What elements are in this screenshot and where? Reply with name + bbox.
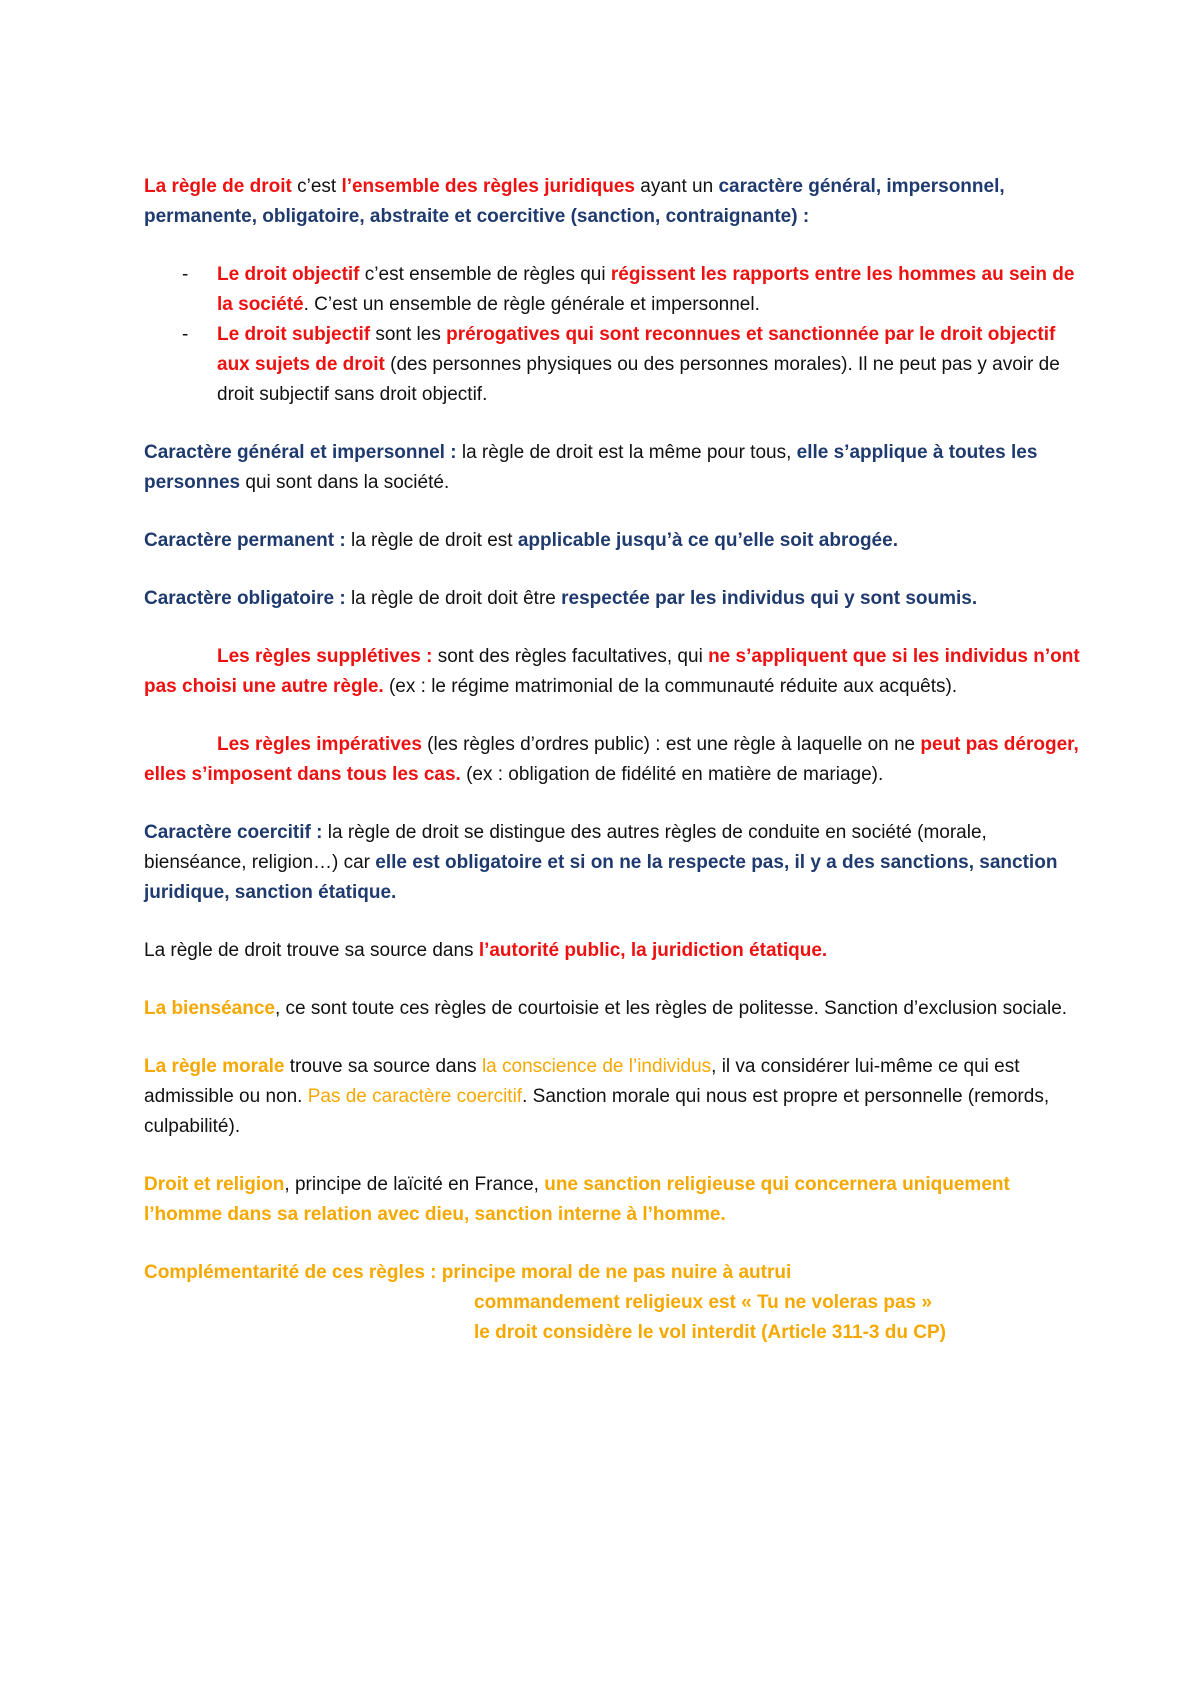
paragraph-general: Caractère général et impersonnel : la règle de droit est la même pour tous, elle s’applique à toutes les personnes qui sont dans la société.	[144, 442, 1038, 493]
complementarite-line-3: le droit considère le vol interdit (Article 311-3 du CP)	[474, 1322, 946, 1343]
paragraph-permanent: Caractère permanent : la règle de droit est applicable jusqu’à ce qu’elle soit abrogée.	[144, 530, 898, 551]
paragraph-source: La règle de droit trouve sa source dans l’autorité public, la juridiction étatique.	[144, 940, 828, 961]
paragraph-definition: La règle de droit c’est l’ensemble des règles juridiques ayant un caractère général, impersonnel, permanente, obligatoire, abstraite et coercitive (sanction, contraignante) :	[144, 176, 1005, 227]
definition-list	[144, 260, 1084, 410]
paragraph-complementarite	[144, 1258, 1084, 1348]
paragraph-imperatives: Les règles impératives (les règles d’ordres public) : est une règle à laquelle on ne peut pas déroger, elles s’imposent dans tous les cas. (ex : obligation de fidélité en matière de mariage).	[144, 734, 1079, 785]
complementarite-line-1: Complémentarité de ces règles : principe moral de ne pas nuire à autrui	[144, 1262, 792, 1283]
term-droit-objectif: Le droit objectif	[217, 264, 360, 285]
complementarite-line-2: commandement religieux est « Tu ne voleras pas »	[474, 1292, 932, 1313]
paragraph-morale: La règle morale trouve sa source dans la conscience de l’individus, il va considérer lui-même ce qui est admissible ou non. Pas de caractère coercitif. Sanction morale qui nous est propre et personnelle (remords, culpabilité).	[144, 1056, 1050, 1137]
paragraph-coercitif: Caractère coercitif : la règle de droit se distingue des autres règles de conduite en société (morale, bienséance, religion…) car elle est obligatoire et si on ne la respecte pas, il y a des sanctions, sanction juridique, sanction étatique.	[144, 822, 1058, 903]
list-item: - Le droit objectif c’est ensemble de règles qui régissent les rapports entre les hommes au sein de la société. C’est un ensemble de règle générale et impersonnel.	[182, 264, 1075, 315]
list-item: - Le droit subjectif sont les prérogatives qui sont reconnues et sanctionnée par le droit objectif aux sujets de droit (des personnes physiques ou des personnes morales). Il ne peut pas y avoir de droit subjectif sans droit objectif.	[182, 324, 1060, 405]
paragraph-suppletives: Les règles supplétives : sont des règles facultatives, qui ne s’appliquent que si les individus n’ont pas choisi une autre règle. (ex : le régime matrimonial de la communauté réduite aux acquêts).	[144, 646, 1080, 697]
term-regle-de-droit: La règle de droit	[144, 176, 292, 197]
document-page	[144, 172, 1084, 1376]
paragraph-obligatoire: Caractère obligatoire : la règle de droit doit être respectée par les individus qui y sont soumis.	[144, 588, 978, 609]
paragraph-religion: Droit et religion, principe de laïcité en France, une sanction religieuse qui concernera uniquement l’homme dans sa relation avec dieu, sanction interne à l’homme.	[144, 1174, 1010, 1225]
term-droit-subjectif: Le droit subjectif	[217, 324, 371, 345]
paragraph-bienseance: La bienséance, ce sont toute ces règles de courtoisie et les règles de politesse. Sanction d’exclusion sociale.	[144, 998, 1068, 1019]
